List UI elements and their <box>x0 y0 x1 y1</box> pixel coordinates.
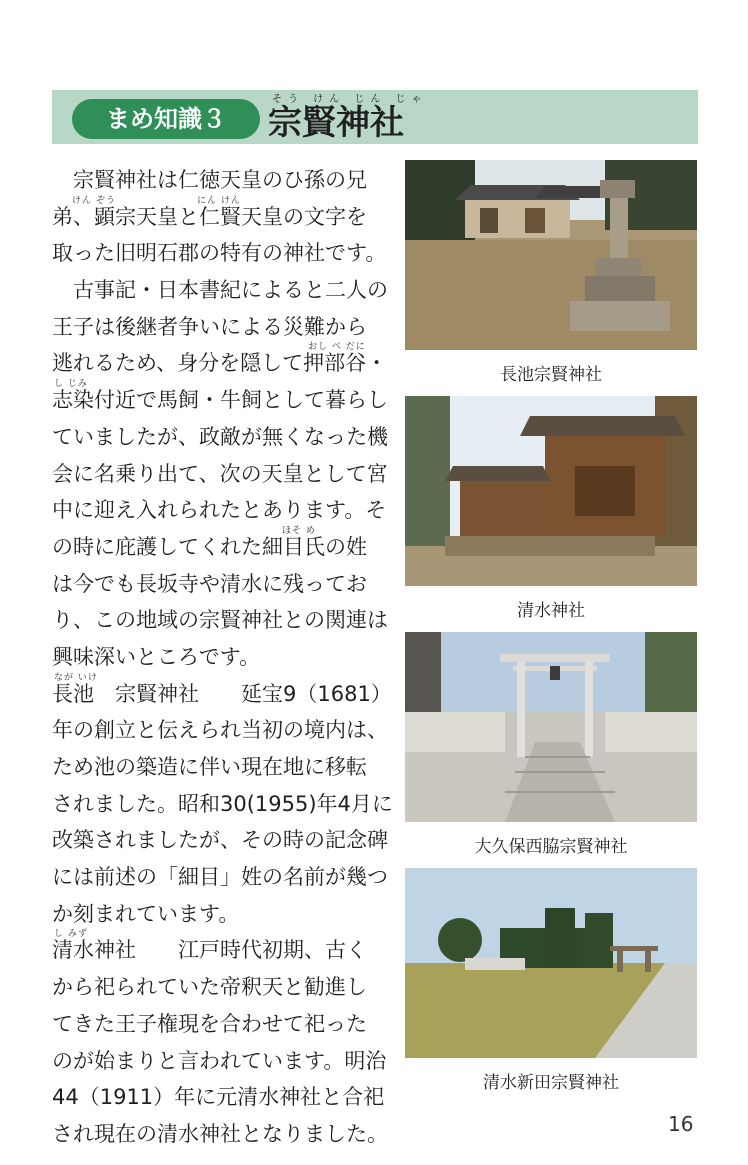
caption-nagaike: 長池宗賢神社 <box>500 365 602 385</box>
text-line: し みず 清水神社 江戸時代初期、古く <box>52 929 367 963</box>
text-line: し じみ 志染付近で馬飼・牛飼として暮らし <box>52 379 388 413</box>
section-badge: まめ知識３ <box>72 99 260 139</box>
ruby-shimizu: し みず <box>54 929 88 940</box>
text-line: おし べ だに 逃れるため、身分を隠して押部谷・ <box>52 342 388 376</box>
text-line: ていましたが、政敵が無くなった機 <box>52 424 388 449</box>
ruby-shijimi: し じみ <box>54 379 88 390</box>
text-line: 年の創立と伝えられ当初の境内は、 <box>52 718 388 743</box>
page-number: 16 <box>668 1112 694 1136</box>
photo-nagaike-shrine <box>405 160 697 350</box>
text-line: か刻まれています。 <box>52 901 240 926</box>
photo-shimizu-shinden-shrine <box>405 868 697 1058</box>
text-line: 宗賢神社は仁徳天皇のひ孫の兄 <box>52 168 367 192</box>
text-line: けん ぞう にん けん 弟、顕宗天皇と仁賢天皇の文字を <box>52 195 367 229</box>
article-body <box>52 157 392 1148</box>
ruby-hosome: ほそ め <box>282 525 316 536</box>
ruby-kenzo: けん ぞう <box>72 195 116 206</box>
page-title: 宗賢神社 <box>268 103 404 143</box>
text-line: されました。昭和30(1955)年4月に <box>52 791 393 816</box>
ruby-ninken: にん けん <box>197 195 241 206</box>
ruby-oshibedani: おし べ だに <box>308 342 366 353</box>
text-line: なが いけ 長池 宗賢神社 延宝9（1681） <box>52 672 392 706</box>
text-line: ほそ め の時に庇護してくれた細目氏の姓 <box>52 525 367 559</box>
text-line: ため池の築造に伴い現在地に移転 <box>52 755 367 779</box>
text-line: 古事記・日本書紀によると二人の <box>52 278 388 303</box>
title-block <box>268 90 428 142</box>
title-ruby: そう けん じん じゃ <box>272 94 428 105</box>
text-line: のが始まりと言われています。明治 <box>52 1048 387 1073</box>
text-line: には前述の「細目」姓の名前が幾つ <box>52 865 388 890</box>
text-line: てきた王子権現を合わせて祀った <box>52 1011 367 1036</box>
text-line: 王子は後継者争いによる災難から <box>52 314 367 339</box>
caption-shimizu: 清水神社 <box>517 601 585 621</box>
text-line: り、この地域の宗賢神社との関連は <box>52 608 388 633</box>
text-line: 興味深いところです。 <box>52 644 261 669</box>
caption-shimizu-shinden: 清水新田宗賢神社 <box>483 1073 619 1093</box>
ruby-nagaike: なが いけ <box>54 672 98 683</box>
text-line: から祀られていた帝釈天と勧進し <box>52 975 367 1000</box>
text-line: 中に迎え入れられたとあります。そ <box>52 498 387 523</box>
text-line: 44（1911）年に元清水神社と合祀 <box>52 1085 385 1110</box>
text-line: 改築されましたが、その時の記念碑 <box>52 828 388 853</box>
caption-okubo-nishiwaki: 大久保西脇宗賢神社 <box>474 837 628 857</box>
text-line: 取った旧明石郡の特有の神社です。 <box>52 241 387 266</box>
photo-okubo-nishiwaki-shrine <box>405 632 697 822</box>
text-line: され現在の清水神社となりました。 <box>52 1121 388 1146</box>
text-line: は今でも長坂寺や清水に残ってお <box>52 571 367 596</box>
text-line: 会に名乗り出て、次の天皇として宮 <box>52 461 388 486</box>
photo-shimizu-shrine <box>405 396 697 586</box>
